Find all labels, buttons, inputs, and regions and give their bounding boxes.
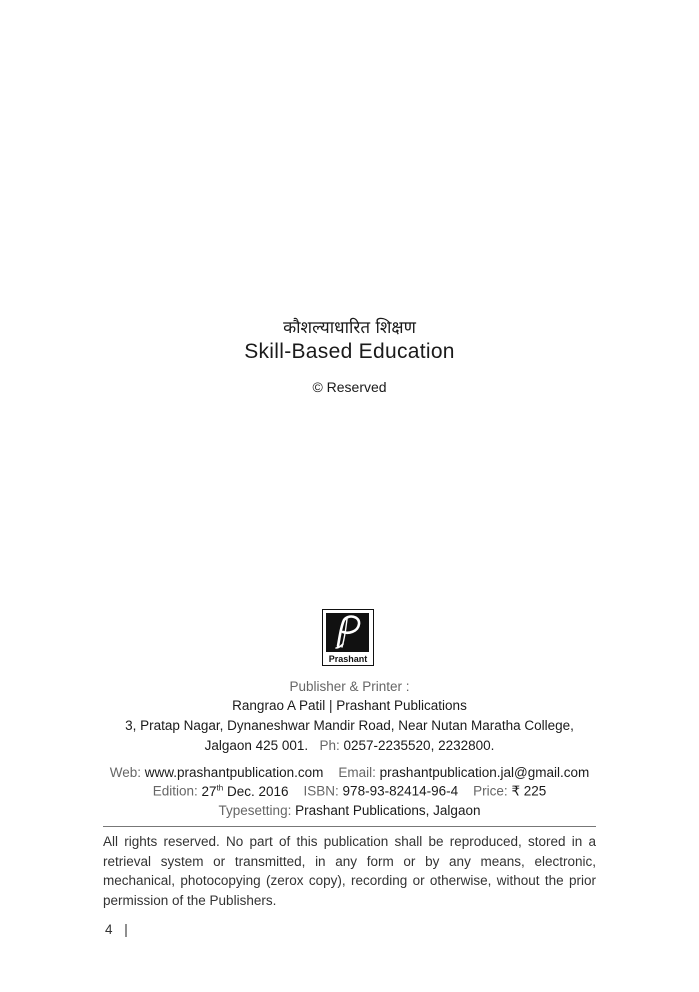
logo-mark-icon [326,613,369,652]
publisher-contact [0,765,699,780]
web-label: Web: [109,765,142,780]
publisher-name: Rangrao A Patil | Prashant Publications [232,698,467,713]
rights-notice: All rights reserved. No part of this publication shall be reproduced, stored in a retrieval system or transmitted, in any form or by any means, electronic, mechanical, photocopying (zerox copy), recording or otherwise, without the prior permission of the Publishers. [103,834,596,908]
typesetting-info [0,803,699,818]
copyright-reserved: © Reserved [312,379,387,395]
footer-separator: | [124,922,128,937]
isbn-label: ISBN: [303,783,339,799]
publisher-city: Jalgaon 425 001. [204,738,309,753]
publisher-logo [322,609,374,666]
edition-info [0,783,699,800]
publisher-city-phone [0,738,699,753]
price-label: Price: [473,783,508,799]
isbn-value: 978-93-82414-96-4 [342,783,459,799]
edition-label: Edition: [152,783,198,799]
phone-label: Ph: [319,738,340,753]
publisher-label: Publisher & Printer : [289,679,410,694]
book-title-hindi: कौशल्याधारित शिक्षण [283,318,416,338]
edition-date: 27th Dec. 2016 [201,783,289,799]
typesetting-label: Typesetting: [218,803,292,818]
typesetting-value: Prashant Publications, Jalgaon [295,803,481,818]
logo-wordmark: Prashant [328,654,368,664]
email-link[interactable]: prashantpublication.jal@gmail.com [379,765,590,780]
price-value: ₹ 225 [511,783,547,799]
publisher-address: 3, Pratap Nagar, Dynaneshwar Mandir Road, Near Nutan Maratha College, [125,718,574,733]
page-number: 4 [105,922,113,937]
book-title-english: Skill-Based Education [244,340,455,363]
phone-number: 0257-2235520, 2232800. [343,738,495,753]
page-footer [105,922,128,937]
divider [103,826,596,827]
email-label: Email: [338,765,376,780]
website-link[interactable]: www.prashantpublication.com [144,765,324,780]
